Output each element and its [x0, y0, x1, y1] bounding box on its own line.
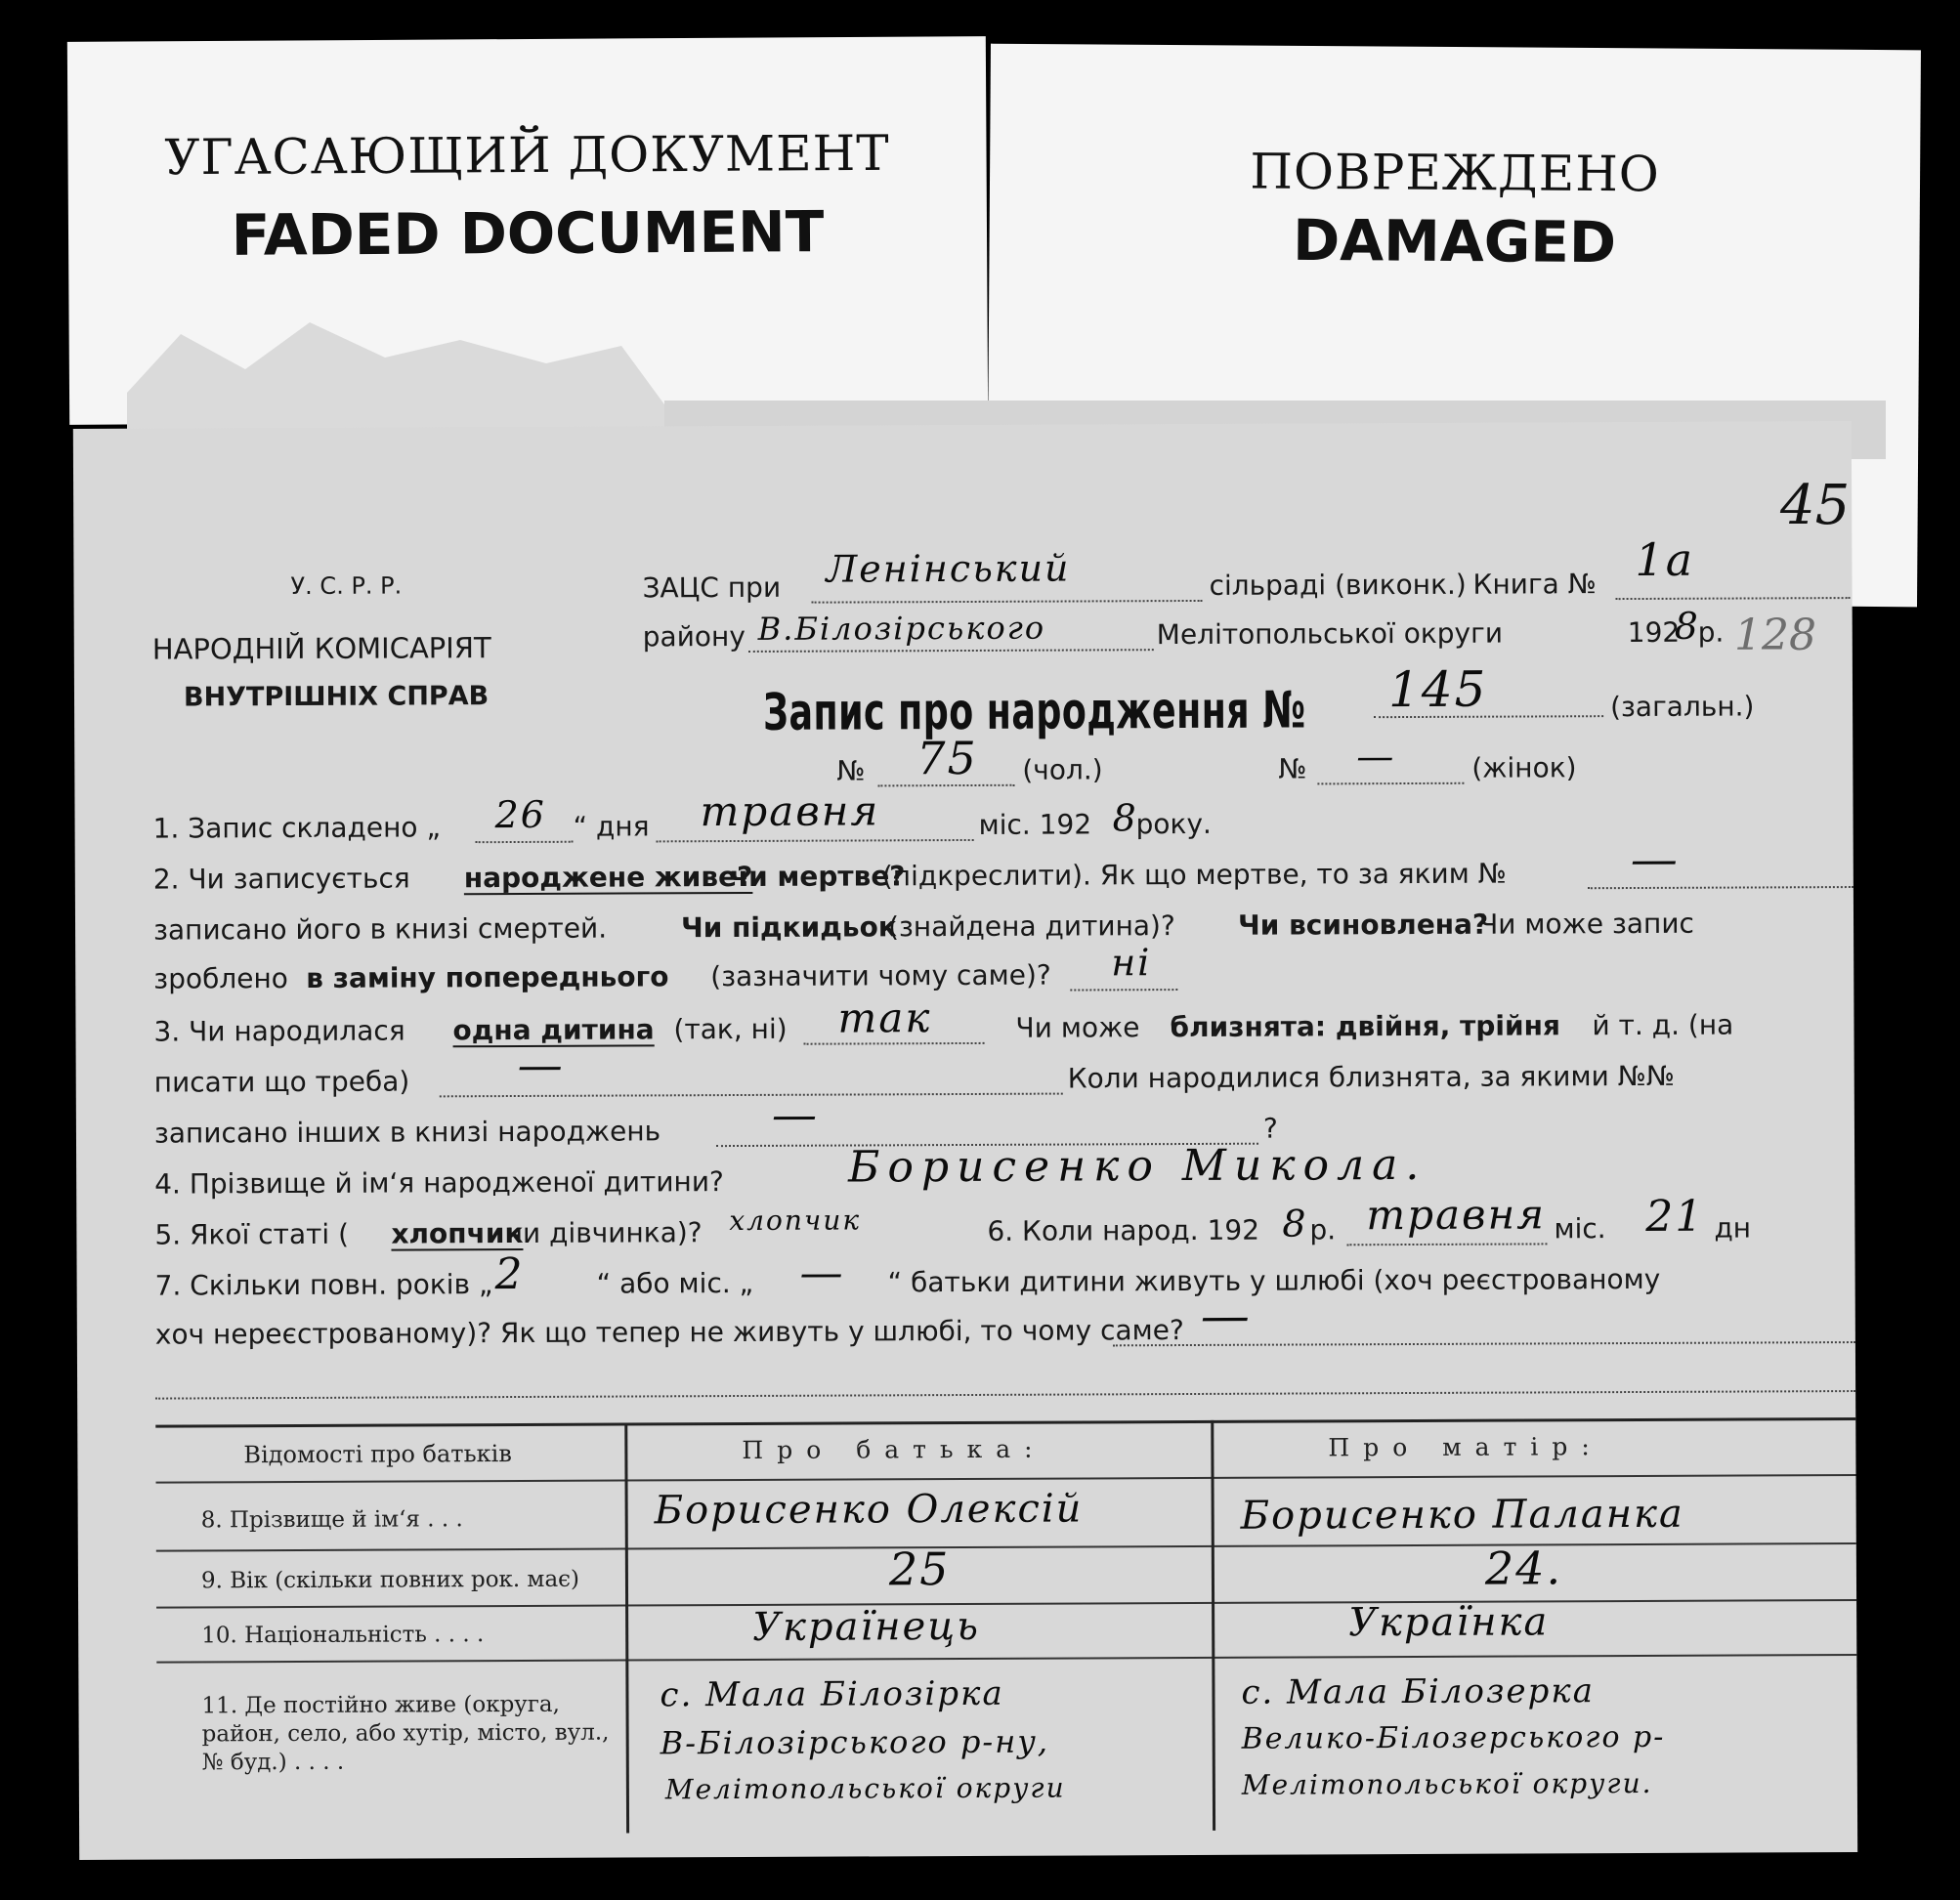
q1-year-label: року. [1135, 807, 1212, 841]
q4-value: Борисенко Микола. [848, 1139, 1427, 1193]
year-prefix: 192 [1627, 615, 1681, 650]
q5-label: 5. Якої статі ( [154, 1217, 350, 1251]
zags-value: Ленінський [826, 546, 1071, 591]
row-address-label: 11. Де постійно живе (округа, район, село, або хутір, місто, вул., № буд.) . . . . [201, 1691, 610, 1775]
q6-label: 6. Коли народ. 192 [987, 1213, 1260, 1247]
father-nationality: Українець [752, 1603, 981, 1650]
zags-line [812, 600, 1203, 604]
table-head-mother: Про матір: [1328, 1432, 1603, 1462]
q3-line2-a: писати що треба) [153, 1065, 410, 1099]
q2-foundling: Чи підкидьок [680, 910, 897, 945]
q2-dash: — [1630, 831, 1680, 888]
table-col-divider-1 [624, 1423, 629, 1834]
district-value: В.Білозірського [757, 609, 1046, 648]
mother-address-2: Велико-Білозерського р- [1241, 1719, 1666, 1756]
q3-twins: близнята: двійня, трійня [1170, 1009, 1560, 1044]
q3-label: 3. Чи народилася [153, 1014, 405, 1048]
mother-name: Борисенко Паланка [1240, 1491, 1684, 1539]
q2-line3-a: зроблено [153, 962, 288, 995]
mother-age: 24. [1484, 1541, 1563, 1595]
row-nationality-label: 10. Національність . . . . [201, 1622, 485, 1649]
year-suffix: р. [1697, 615, 1725, 649]
q2-dead: чи мертве? [729, 860, 906, 894]
q2-line [1588, 886, 1853, 889]
q3-d: й т. д. (на [1592, 1008, 1734, 1042]
q7-answer: — [1200, 1287, 1252, 1344]
q1-day: 26 [494, 792, 546, 837]
district-label: району [642, 619, 746, 654]
q1-label: 1. Запис складено „ [152, 811, 441, 845]
table-row-border-3 [156, 1654, 1856, 1664]
ministry-line-1: НАРОДНІЙ КОМІСАРІЯТ [151, 631, 491, 666]
book-label: Книга № [1472, 568, 1597, 601]
q2-replace: в заміну попереднього [306, 960, 669, 994]
table-top-border [155, 1417, 1855, 1428]
q1-month-label: міс. 192 [978, 808, 1092, 841]
q6-month: травня [1366, 1190, 1547, 1240]
q5-b: чи дівчинка)? [506, 1216, 703, 1250]
q2-adopted: Чи всиновлена? [1237, 908, 1489, 942]
okruga-label: Мелітопольської округи [1156, 616, 1504, 652]
q6-d: дн [1714, 1211, 1752, 1245]
q2-line2-c: Чи може запис [1478, 907, 1694, 941]
q2-label: 2. Чи записується [152, 862, 410, 896]
male-label: (чол.) [1022, 753, 1103, 786]
record-title: Запис про народження № [762, 681, 1306, 742]
q3-dash1: — [517, 1037, 565, 1091]
republic-label: У. С. Р. Р. [290, 571, 403, 601]
female-line [1317, 782, 1464, 785]
zags-label: ЗАЦС при [642, 570, 782, 605]
q6-c: міс. [1554, 1212, 1606, 1246]
q2-live: народжене живе? [463, 860, 753, 895]
q3-options: (так, ні) [673, 1012, 788, 1046]
male-no: 75 [916, 731, 978, 785]
ministry-line-2: ВНУТРІШНІХ СПРАВ [183, 681, 490, 713]
row-name-label: 8. Прізвище й ім‘я . . . [200, 1506, 463, 1534]
table-row-border-1 [156, 1542, 1856, 1552]
silrada-label: сільраді (виконк.) [1209, 568, 1467, 602]
table-header-border [156, 1474, 1856, 1484]
district-line [748, 649, 1154, 653]
table-row-border-2 [156, 1599, 1856, 1609]
birth-record-form [73, 421, 1857, 1860]
q2-answer: ні [1111, 941, 1152, 985]
q3-line2-b: Коли народилися близнята, за якими №№ [1067, 1059, 1675, 1095]
father-address-2: В-Білозірського р-ну, [660, 1722, 1050, 1762]
q7-months: — [799, 1247, 845, 1298]
q7-line2: хоч нереєстрованому)? Як що тепер не живуть у шлюбі, то чому саме? [154, 1314, 1184, 1351]
q3-answer: так [837, 993, 932, 1042]
female-label: (жінок) [1471, 751, 1577, 784]
q5-boy: хлопчик [391, 1216, 524, 1250]
damaged-label-ru: ПОВРЕЖДЕНО [1250, 143, 1660, 203]
q3-c: Чи може [1015, 1011, 1140, 1044]
q7-years: 2 [494, 1248, 525, 1300]
q2-text: (підкреслити). Як що мертве, то за яким № [881, 857, 1507, 893]
page-number: 45 [1780, 474, 1851, 537]
q3-one: одна дитина [452, 1013, 655, 1047]
book-line [1616, 597, 1851, 600]
father-address-1: с. Мала Білозірка [660, 1673, 1004, 1715]
mother-address-3: Мелітопольської округи. [1241, 1766, 1653, 1801]
q3-dash2: — [771, 1087, 819, 1141]
q7-label: 7. Скільки повн. років „ [154, 1268, 493, 1302]
father-address-3: Мелітопольської округи [664, 1771, 1066, 1806]
record-total: 145 [1387, 660, 1488, 719]
q6-day: 21 [1645, 1191, 1705, 1242]
q1-day-line [476, 841, 574, 843]
q1-month: травня [700, 786, 880, 836]
q6-b: р. [1309, 1213, 1337, 1246]
female-no: — [1356, 735, 1396, 779]
q7-c: “ батьки дитини живуть у шлюбі (хоч реєстрованому [887, 1262, 1661, 1299]
mother-nationality: Українка [1348, 1599, 1550, 1646]
q4-label: 4. Прізвище й ім‘я народженої дитини? [154, 1165, 724, 1201]
faded-label-en: FADED DOCUMENT [231, 198, 825, 269]
q3-line3-a: записано інших в книзі народжень [153, 1115, 661, 1150]
father-name: Борисенко Олексій [654, 1486, 1084, 1534]
q6-month-line [1346, 1243, 1547, 1246]
q2-line2-a: записано його в книзі смертей. [152, 911, 608, 947]
male-line [877, 784, 1014, 787]
q3-line2-dots [440, 1093, 1063, 1098]
q7-b: “ або міс. „ [596, 1266, 754, 1300]
male-no-label: № [836, 754, 866, 787]
father-age: 25 [888, 1542, 951, 1596]
q6-year: 8 [1282, 1202, 1308, 1246]
faded-label-ru: УГАСАЮЩИЙ ДОКУМЕНТ [164, 124, 890, 187]
q2-line2-b: (знайдена дитина)? [887, 909, 1175, 944]
year-value: 8 [1674, 604, 1700, 648]
row-age-label: 9. Вік (скільки повних рок. має) [200, 1566, 580, 1594]
book-value: 1а [1635, 532, 1695, 587]
q3-answer-line [804, 1042, 985, 1045]
q2-answer-line [1070, 989, 1177, 991]
q1-year: 8 [1112, 796, 1138, 840]
q1-day-label: “ дня [573, 810, 650, 843]
q2-line3-b: (зазначити чому саме)? [710, 958, 1051, 993]
table-col-divider-2 [1211, 1420, 1215, 1831]
female-no-label: № [1278, 752, 1307, 785]
total-label: (загальн.) [1609, 690, 1755, 724]
q3-q: ? [1262, 1112, 1278, 1145]
mother-address-1: с. Мала Білозерка [1241, 1671, 1596, 1712]
table-head-col0: Відомості про батьків [243, 1440, 512, 1469]
q1-month-line [657, 839, 974, 842]
q7-extra-line [155, 1390, 1855, 1400]
q5-value: хлопчик [729, 1203, 862, 1238]
margin-note: 128 [1734, 611, 1816, 660]
table-head-father: Про батька: [742, 1434, 1046, 1465]
damaged-label-en: DAMAGED [1292, 206, 1617, 276]
